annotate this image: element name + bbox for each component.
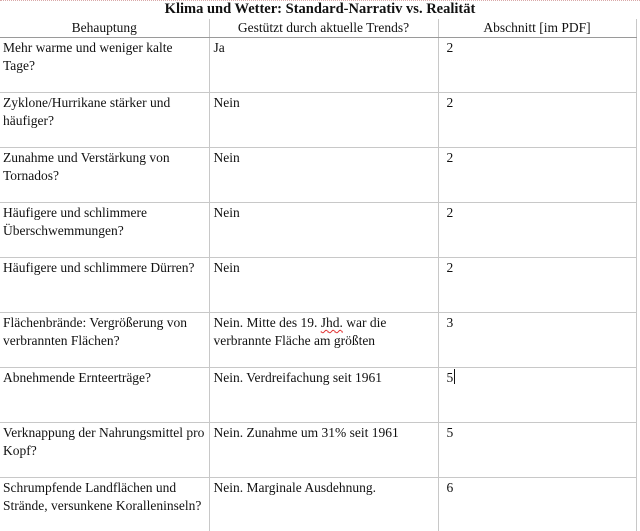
claim-cell[interactable]: Schrumpfende Landflächen und Strände, versunkene Koralleninseln?: [0, 478, 209, 531]
claim-cell[interactable]: Mehr warme und weniger kalte Tage?: [0, 38, 209, 93]
header-section[interactable]: Abschnitt [im PDF]: [438, 19, 636, 38]
claim-cell[interactable]: Verknappung der Nahrungsmittel pro Kopf?: [0, 423, 209, 478]
supported-cell[interactable]: Nein: [209, 148, 438, 203]
section-cell[interactable]: 5: [438, 423, 636, 478]
section-cell[interactable]: 3: [438, 313, 636, 368]
document-title[interactable]: Klima und Wetter: Standard-Narrativ vs. Realität: [0, 1, 640, 17]
section-cell[interactable]: 2: [438, 203, 636, 258]
text-cursor: [454, 369, 455, 384]
section-cell[interactable]: 2: [438, 38, 636, 93]
table-header-row: [0, 19, 636, 38]
table-row: [0, 313, 636, 368]
section-value: 5: [447, 370, 454, 385]
table-row: [0, 93, 636, 148]
supported-cell[interactable]: Ja: [209, 38, 438, 93]
claim-cell[interactable]: Flächenbrände: Vergrößerung von verbrannten Flächen?: [0, 313, 209, 368]
table-row: [0, 38, 636, 93]
table-row: [0, 478, 636, 531]
supported-cell[interactable]: Nein: [209, 258, 438, 313]
supported-cell[interactable]: Nein. Zunahme um 31% seit 1961: [209, 423, 438, 478]
section-cell[interactable]: 2: [438, 93, 636, 148]
claims-table[interactable]: [0, 19, 637, 531]
section-cell[interactable]: 6: [438, 478, 636, 531]
supported-cell[interactable]: Nein. Verdreifachung seit 1961: [209, 368, 438, 423]
supported-cell[interactable]: [209, 313, 438, 368]
section-cell[interactable]: 2: [438, 148, 636, 203]
supported-cell[interactable]: Nein. Marginale Ausdehnung.: [209, 478, 438, 531]
section-cell[interactable]: 2: [438, 258, 636, 313]
supported-cell[interactable]: Nein: [209, 203, 438, 258]
claim-cell[interactable]: Häufigere und schlimmere Dürren?: [0, 258, 209, 313]
table-row: [0, 203, 636, 258]
claim-cell[interactable]: Zyklone/Hurrikane stärker und häufiger?: [0, 93, 209, 148]
table-row: [0, 368, 636, 423]
supported-text-pre: Nein. Mitte des 19.: [214, 315, 321, 330]
supported-cell[interactable]: Nein: [209, 93, 438, 148]
claim-cell[interactable]: Häufigere und schlimmere Überschwemmungen?: [0, 203, 209, 258]
section-cell[interactable]: [438, 368, 636, 423]
claim-cell[interactable]: Zunahme und Verstärkung von Tornados?: [0, 148, 209, 203]
supported-text-post: war die verbrannte Fläche am größten: [214, 315, 387, 348]
table-row: [0, 148, 636, 203]
header-claim[interactable]: Behauptung: [0, 19, 209, 38]
spellcheck-flagged-word[interactable]: Jhd.: [321, 315, 343, 330]
table-row: [0, 258, 636, 313]
table-row: [0, 423, 636, 478]
header-supported[interactable]: Gestützt durch aktuelle Trends?: [209, 19, 438, 38]
claim-cell[interactable]: Abnehmende Ernteerträge?: [0, 368, 209, 423]
